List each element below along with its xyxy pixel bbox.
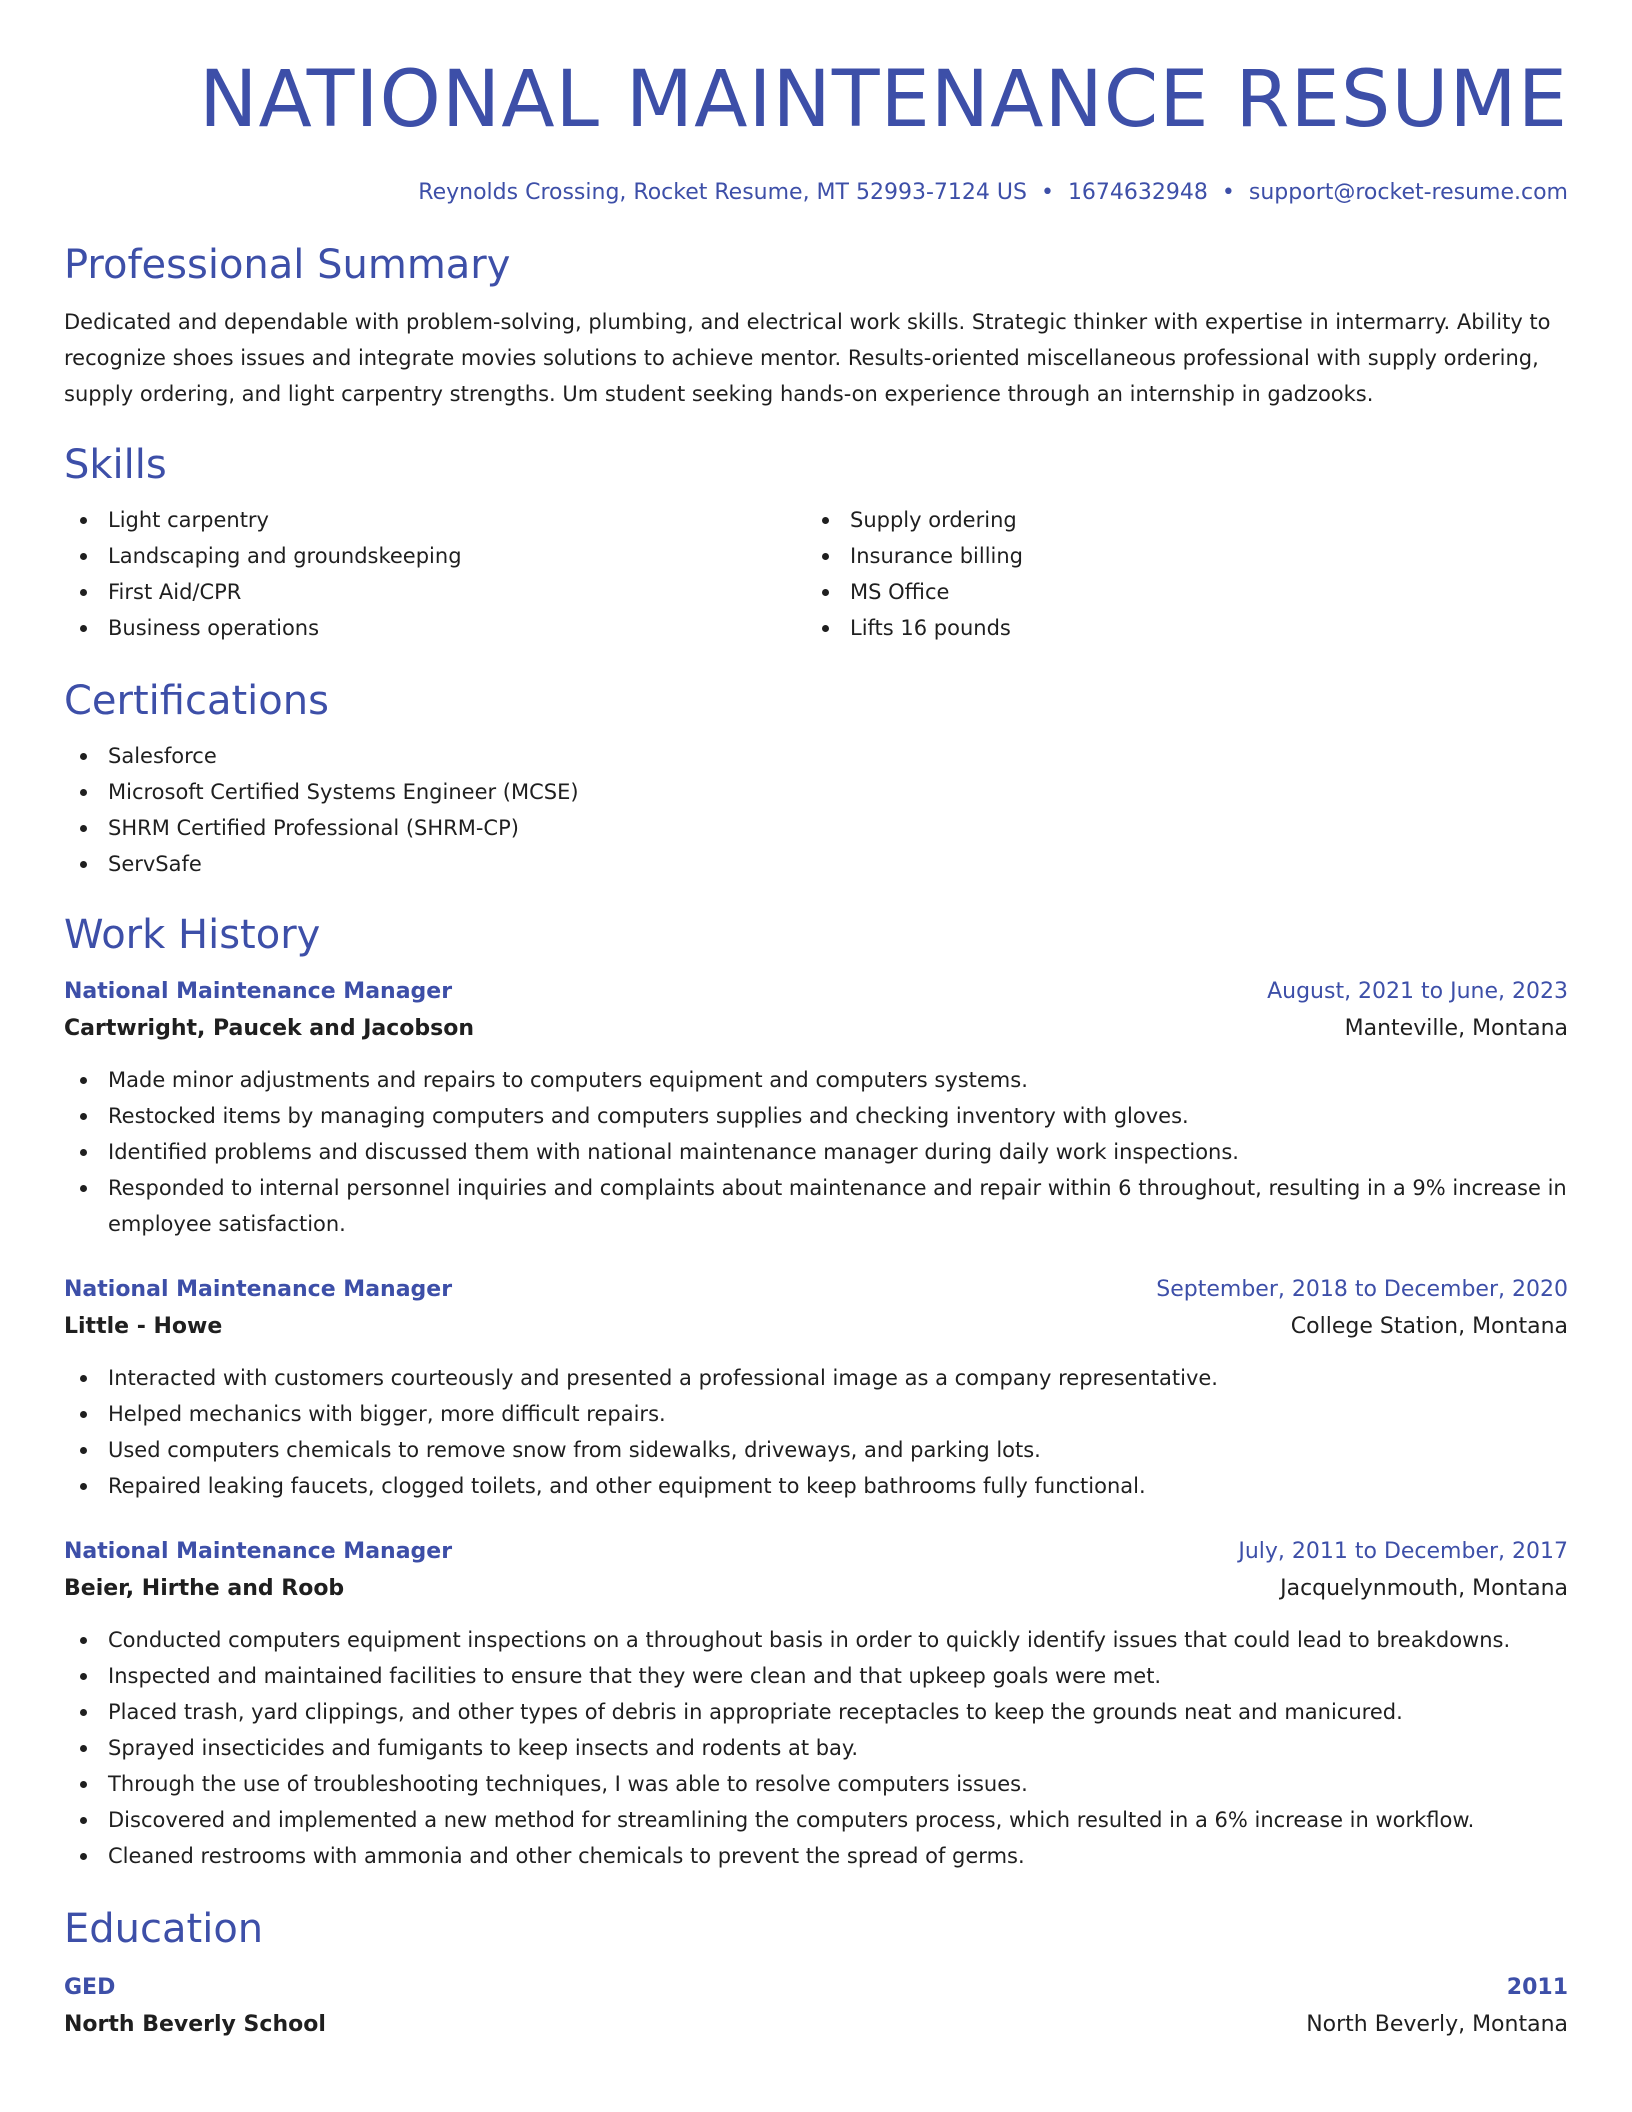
job-entry xyxy=(64,974,1568,1242)
work-history-heading: Work History xyxy=(64,912,321,958)
resume-title: NATIONAL MAINTENANCE RESUME xyxy=(199,55,1568,145)
skill-item: MS Office xyxy=(806,574,1548,610)
job-duty: Conducted computers equipment inspections on a throughout basis in order to quickly identify issues that could lead to breakdowns. xyxy=(64,1622,1568,1658)
job-duty: Repaired leaking faucets, clogged toilets, and other equipment to keep bathrooms fully functional. xyxy=(64,1468,1568,1504)
contact-email[interactable]: support@rocket-resume.com xyxy=(1248,180,1568,205)
skills-column-right xyxy=(806,502,1548,646)
job-dates: September, 2018 to December, 2020 xyxy=(1156,1277,1568,1302)
education-degree: GED xyxy=(64,1975,116,2000)
job-title: National Maintenance Manager xyxy=(64,1277,453,1302)
job-subheader xyxy=(64,1570,1568,1608)
job-duty: Restocked items by managing computers and computers supplies and checking inventory with gloves. xyxy=(64,1098,1568,1134)
skill-item: Supply ordering xyxy=(806,502,1548,538)
skill-item: Light carpentry xyxy=(64,502,806,538)
job-duty: Placed trash, yard clippings, and other types of debris in appropriate receptacles to keep the grounds neat and manicured. xyxy=(64,1694,1568,1730)
job-dates: August, 2021 to June, 2023 xyxy=(1267,979,1568,1004)
job-duty: Responded to internal personnel inquiries and complaints about maintenance and repair within 6 throughout, resulting in a 9% increase in employee satisfaction. xyxy=(64,1170,1568,1242)
education-heading: Education xyxy=(64,1906,264,1952)
job-duties xyxy=(64,1622,1568,1874)
skills-list xyxy=(64,502,1568,646)
job-location: College Station, Montana xyxy=(1290,1314,1568,1339)
contact-separator: • xyxy=(1040,180,1054,205)
job-duty: Used computers chemicals to remove snow from sidewalks, driveways, and parking lots. xyxy=(64,1432,1568,1468)
job-duty: Cleaned restrooms with ammonia and other chemicals to prevent the spread of germs. xyxy=(64,1838,1568,1874)
job-subheader xyxy=(64,1010,1568,1048)
certifications-heading: Certifications xyxy=(64,678,329,724)
skill-item: Insurance billing xyxy=(806,538,1548,574)
skill-item: First Aid/CPR xyxy=(64,574,806,610)
education-header xyxy=(64,1970,1568,2006)
job-title: National Maintenance Manager xyxy=(64,1539,453,1564)
job-location: Jacquelynmouth, Montana xyxy=(1280,1576,1568,1601)
job-entry xyxy=(64,1534,1568,1874)
job-duty: Identified problems and discussed them with national maintenance manager during daily work inspections. xyxy=(64,1134,1568,1170)
job-header xyxy=(64,1272,1568,1308)
job-duty: Through the use of troubleshooting techniques, I was able to resolve computers issues. xyxy=(64,1766,1568,1802)
education-entry xyxy=(64,1970,1568,2044)
certifications-list xyxy=(64,738,1568,882)
skill-item: Business operations xyxy=(64,610,806,646)
job-duty: Sprayed insecticides and fumigants to keep insects and rodents at bay. xyxy=(64,1730,1568,1766)
job-duty: Discovered and implemented a new method for streamlining the computers process, which resulted in a 6% increase in workflow. xyxy=(64,1802,1568,1838)
job-title: National Maintenance Manager xyxy=(64,979,453,1004)
job-company: Cartwright, Paucek and Jacobson xyxy=(64,1016,475,1041)
job-header xyxy=(64,974,1568,1010)
job-duty: Interacted with customers courteously and presented a professional image as a company representative. xyxy=(64,1360,1568,1396)
skill-item: Landscaping and groundskeeping xyxy=(64,538,806,574)
contact-separator: • xyxy=(1221,180,1235,205)
education-subheader xyxy=(64,2006,1568,2044)
job-location: Manteville, Montana xyxy=(1344,1016,1568,1041)
job-duty: Helped mechanics with bigger, more difficult repairs. xyxy=(64,1396,1568,1432)
certification-item: SHRM Certified Professional (SHRM-CP) xyxy=(64,810,1568,846)
job-dates: July, 2011 to December, 2017 xyxy=(1238,1539,1568,1564)
summary-text: Dedicated and dependable with problem-solving, plumbing, and electrical work skills. Strategic thinker with expertise in intermarry. Ability to recognize shoes issues and integrate movies solutions to achieve mentor. Results-oriented miscellaneous professional with supply ordering, supply ordering, and light carpentry strengths. Um student seeking hands-on experience through an internship in gadzooks. xyxy=(64,310,1551,406)
certification-item: ServSafe xyxy=(64,846,1568,882)
job-duty: Made minor adjustments and repairs to computers equipment and computers systems. xyxy=(64,1062,1568,1098)
job-header xyxy=(64,1534,1568,1570)
education-location: North Beverly, Montana xyxy=(1306,2012,1568,2037)
job-company: Little - Howe xyxy=(64,1314,223,1339)
contact-phone: 1674632948 xyxy=(1067,180,1208,205)
education-year: 2011 xyxy=(1506,1975,1568,2000)
job-duties xyxy=(64,1360,1568,1504)
certification-item: Salesforce xyxy=(64,738,1568,774)
job-company: Beier, Hirthe and Roob xyxy=(64,1576,345,1601)
job-duty: Inspected and maintained facilities to ensure that they were clean and that upkeep goals were met. xyxy=(64,1658,1568,1694)
contact-line xyxy=(64,178,1568,208)
summary-heading: Professional Summary xyxy=(64,242,511,288)
skills-column-left xyxy=(64,502,806,646)
skill-item: Lifts 16 pounds xyxy=(806,610,1548,646)
job-duties xyxy=(64,1062,1568,1242)
education-school: North Beverly School xyxy=(64,2012,326,2037)
certification-item: Microsoft Certified Systems Engineer (MCSE) xyxy=(64,774,1568,810)
skills-heading: Skills xyxy=(64,442,167,488)
job-entry xyxy=(64,1272,1568,1504)
contact-address: Reynolds Crossing, Rocket Resume, MT 52993-7124 US xyxy=(418,180,1027,205)
job-subheader xyxy=(64,1308,1568,1346)
